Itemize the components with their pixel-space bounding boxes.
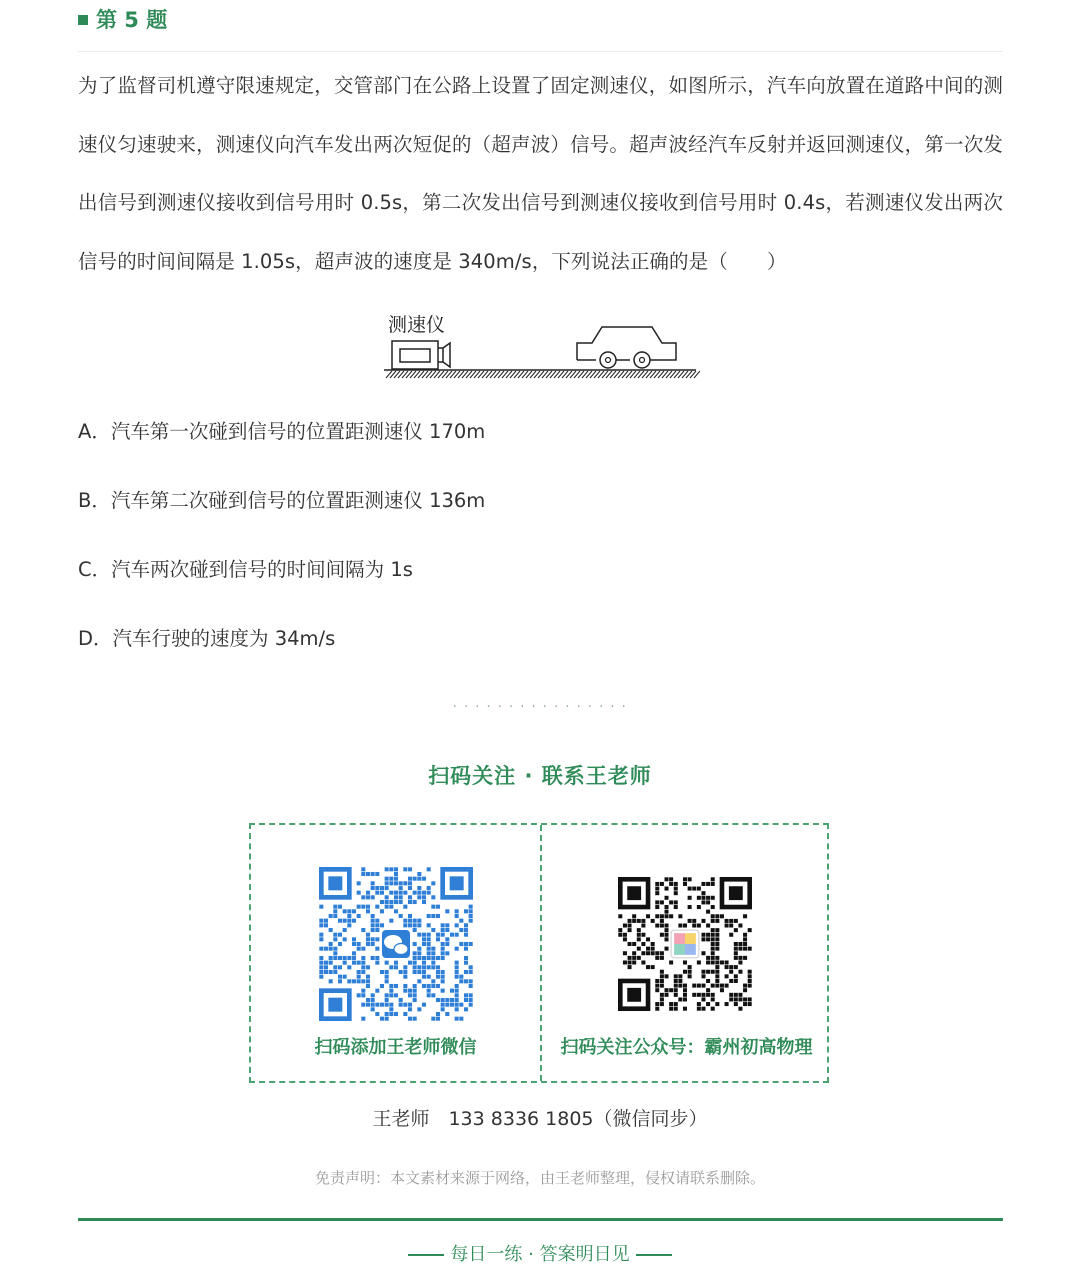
speed-camera-figure: [380, 305, 700, 387]
question-heading: [78, 4, 167, 34]
ground-line: [384, 370, 700, 378]
bottom-divider: [78, 1218, 1003, 1221]
disclaimer: 免责声明：本文素材来源于网络，由王老师整理，侵权请联系删除。: [314, 1169, 765, 1187]
car-icon: [577, 327, 676, 368]
wechat-qr-caption: 扫码添加王老师微信: [314, 1037, 477, 1058]
qr-section-title: 扫码关注 · 联系王老师: [428, 764, 652, 788]
qr-cell-account: [542, 825, 831, 1081]
question-title: 第 5 题: [96, 8, 168, 32]
qr-box: [249, 823, 829, 1083]
footer-text: 每日一练 · 答案明日见: [450, 1244, 630, 1265]
contact-line: 王老师 133 8336 1805（微信同步）: [372, 1108, 708, 1130]
heading-square-icon: [78, 15, 88, 25]
option-a: A．汽车第一次碰到信号的位置距测速仪 170m: [78, 420, 486, 443]
option-b: B．汽车第二次碰到信号的位置距测速仪 136m: [78, 489, 486, 512]
dotted-separator: · · · · · · · · · · · · · · · ·: [452, 700, 628, 715]
question-text: 为了监督司机遵守限速规定，交管部门在公路上设置了固定测速仪，如图所示，汽车向放置在道路中间的测速仪匀速驶来，测速仪向汽车发出两次短促的（超声波）信号。超声波经汽车反射并返回测速仪，第一次发出信号到测速仪接收到信号用时 0.5s，第二次发出信号到测速仪接收到信号用时 0.4s，若测速仪发出两次信号的时间间隔是 1.05s，超声波的速度是 340m/s，下列说法正确的是（ ）: [78, 74, 1003, 273]
qr-cell-wechat: [251, 825, 540, 1081]
option-c: C．汽车两次碰到信号的时间间隔为 1s: [78, 558, 413, 581]
footer-dash-left: [408, 1254, 444, 1256]
top-divider: [78, 51, 1003, 52]
account-qr-caption: 扫码关注公众号：霸州初高物理: [560, 1037, 813, 1058]
wechat-qr-code-icon[interactable]: [319, 867, 473, 1021]
figure-label: 测速仪: [388, 314, 446, 336]
account-qr-code-icon[interactable]: [618, 877, 752, 1011]
option-d: D．汽车行驶的速度为 34m/s: [78, 627, 336, 650]
footer-dash-right: [636, 1254, 672, 1256]
speed-camera-icon: [392, 341, 450, 369]
footer: [0, 1240, 1080, 1266]
